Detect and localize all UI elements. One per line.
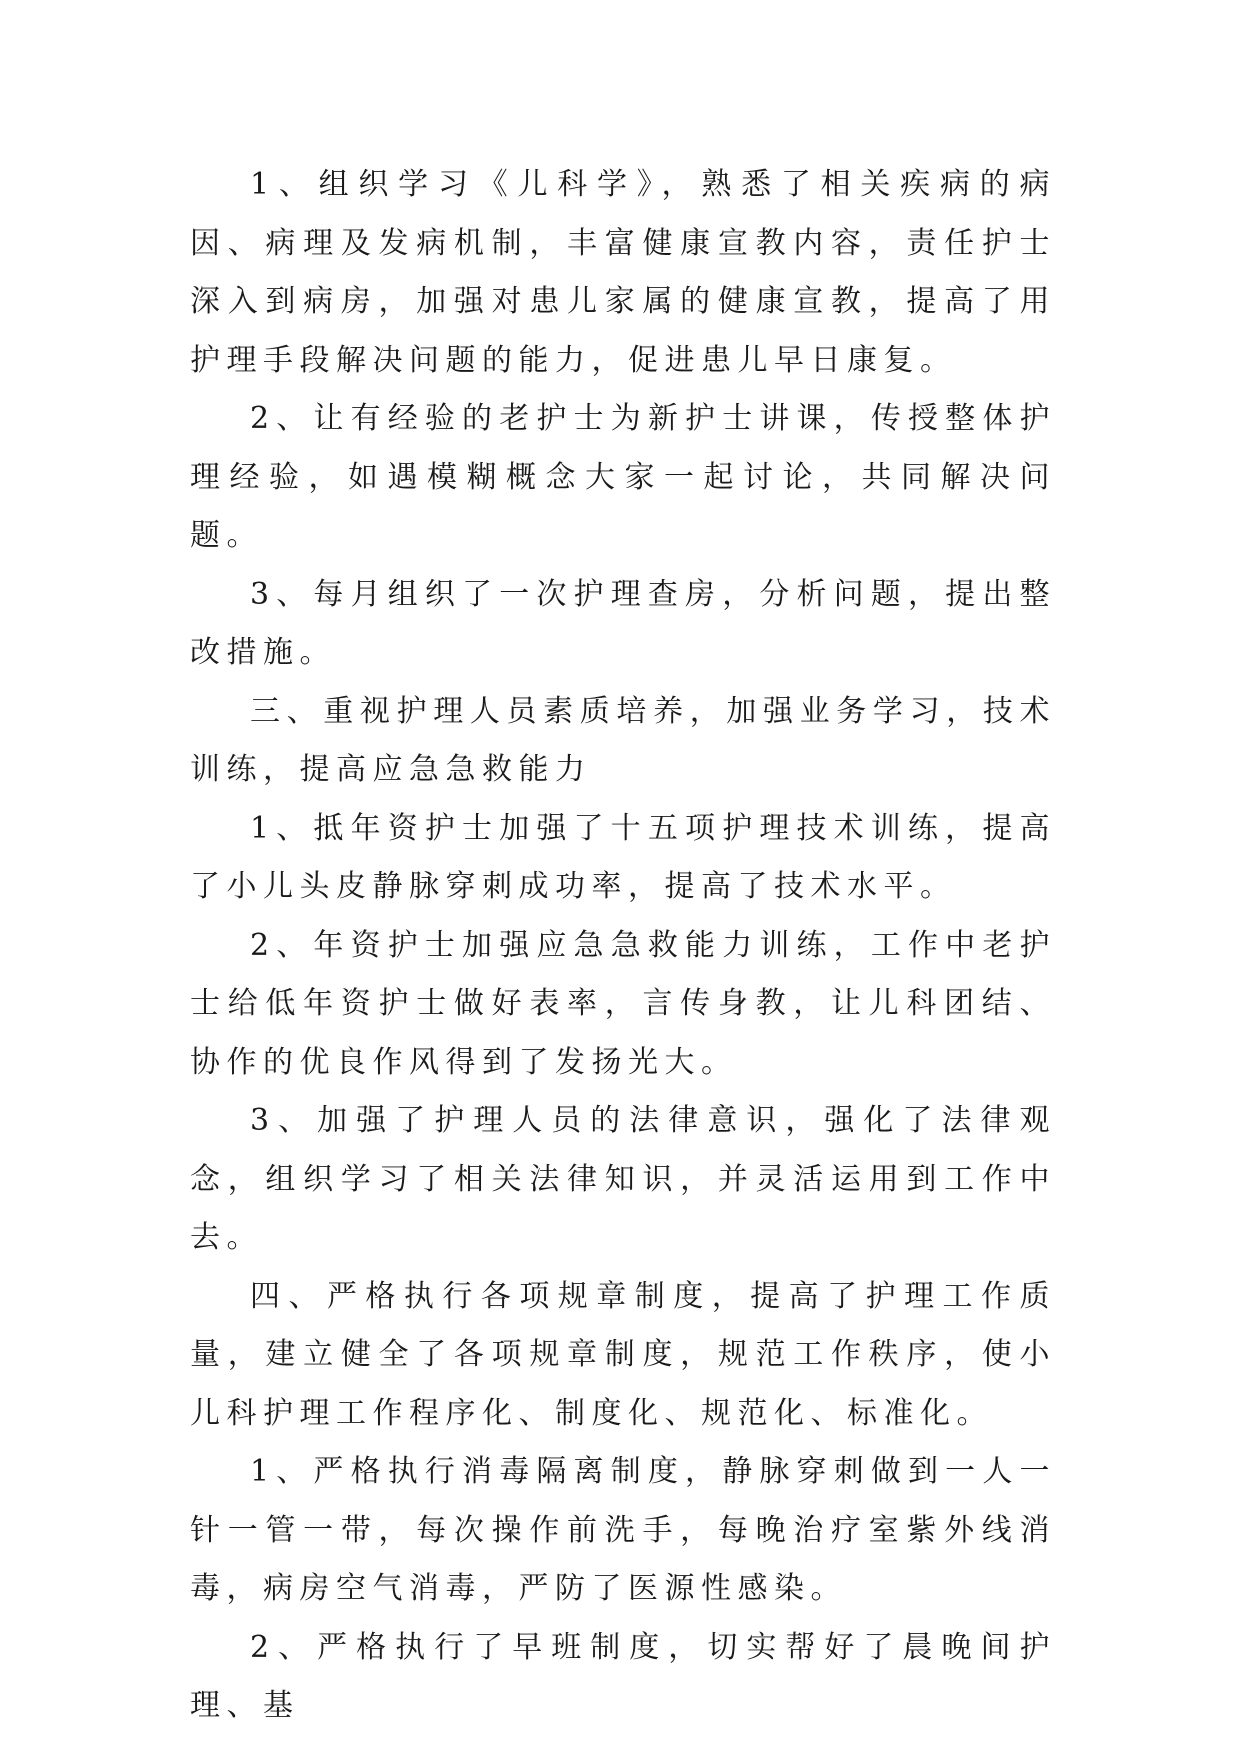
- paragraph: 1、严格执行消毒隔离制度，静脉穿刺做到一人一针一管一带，每次操作前洗手，每晚治疗室紫外线消毒，病房空气消毒，严防了医源性感染。: [190, 1454, 1056, 1606]
- paragraph: 2、让有经验的老护士为新护士讲课，传授整体护理经验，如遇模糊概念大家一起讨论，共同解决问题。: [190, 401, 1056, 553]
- section-heading: 四、严格执行各项规章制度，提高了护理工作质量，建立健全了各项规章制度，规范工作秩序，使小儿科护理工作程序化、制度化、规范化、标准化。: [190, 1278, 1056, 1431]
- paragraph: 1、组织学习《儿科学》，熟悉了相关疾病的病因、病理及发病机制，丰富健康宣教内容，责任护士深入到病房，加强对患儿家属的健康宣教，提高了用护理手段解决问题的能力，促进患儿早日康复。: [190, 167, 1056, 378]
- section-heading: 三、重视护理人员素质培养，加强业务学习，技术训练，提高应急急救能力: [190, 693, 1056, 787]
- paragraph: 3、加强了护理人员的法律意识，强化了法律观念，组织学习了相关法律知识，并灵活运用到工作中去。: [190, 1103, 1056, 1255]
- paragraph: 2、严格执行了早班制度，切实帮好了晨晚间护理、基: [190, 1629, 1056, 1723]
- document-body: [190, 156, 1056, 1736]
- paragraph: 1、抵年资护士加强了十五项护理技术训练，提高了小儿头皮静脉穿刺成功率，提高了技术水平。: [190, 810, 1056, 904]
- paragraph: 3、每月组织了一次护理查房，分析问题，提出整改措施。: [190, 576, 1056, 670]
- paragraph: 2、年资护士加强应急急救能力训练，工作中老护士给低年资护士做好表率，言传身教，让儿科团结、协作的优良作风得到了发扬光大。: [190, 927, 1056, 1080]
